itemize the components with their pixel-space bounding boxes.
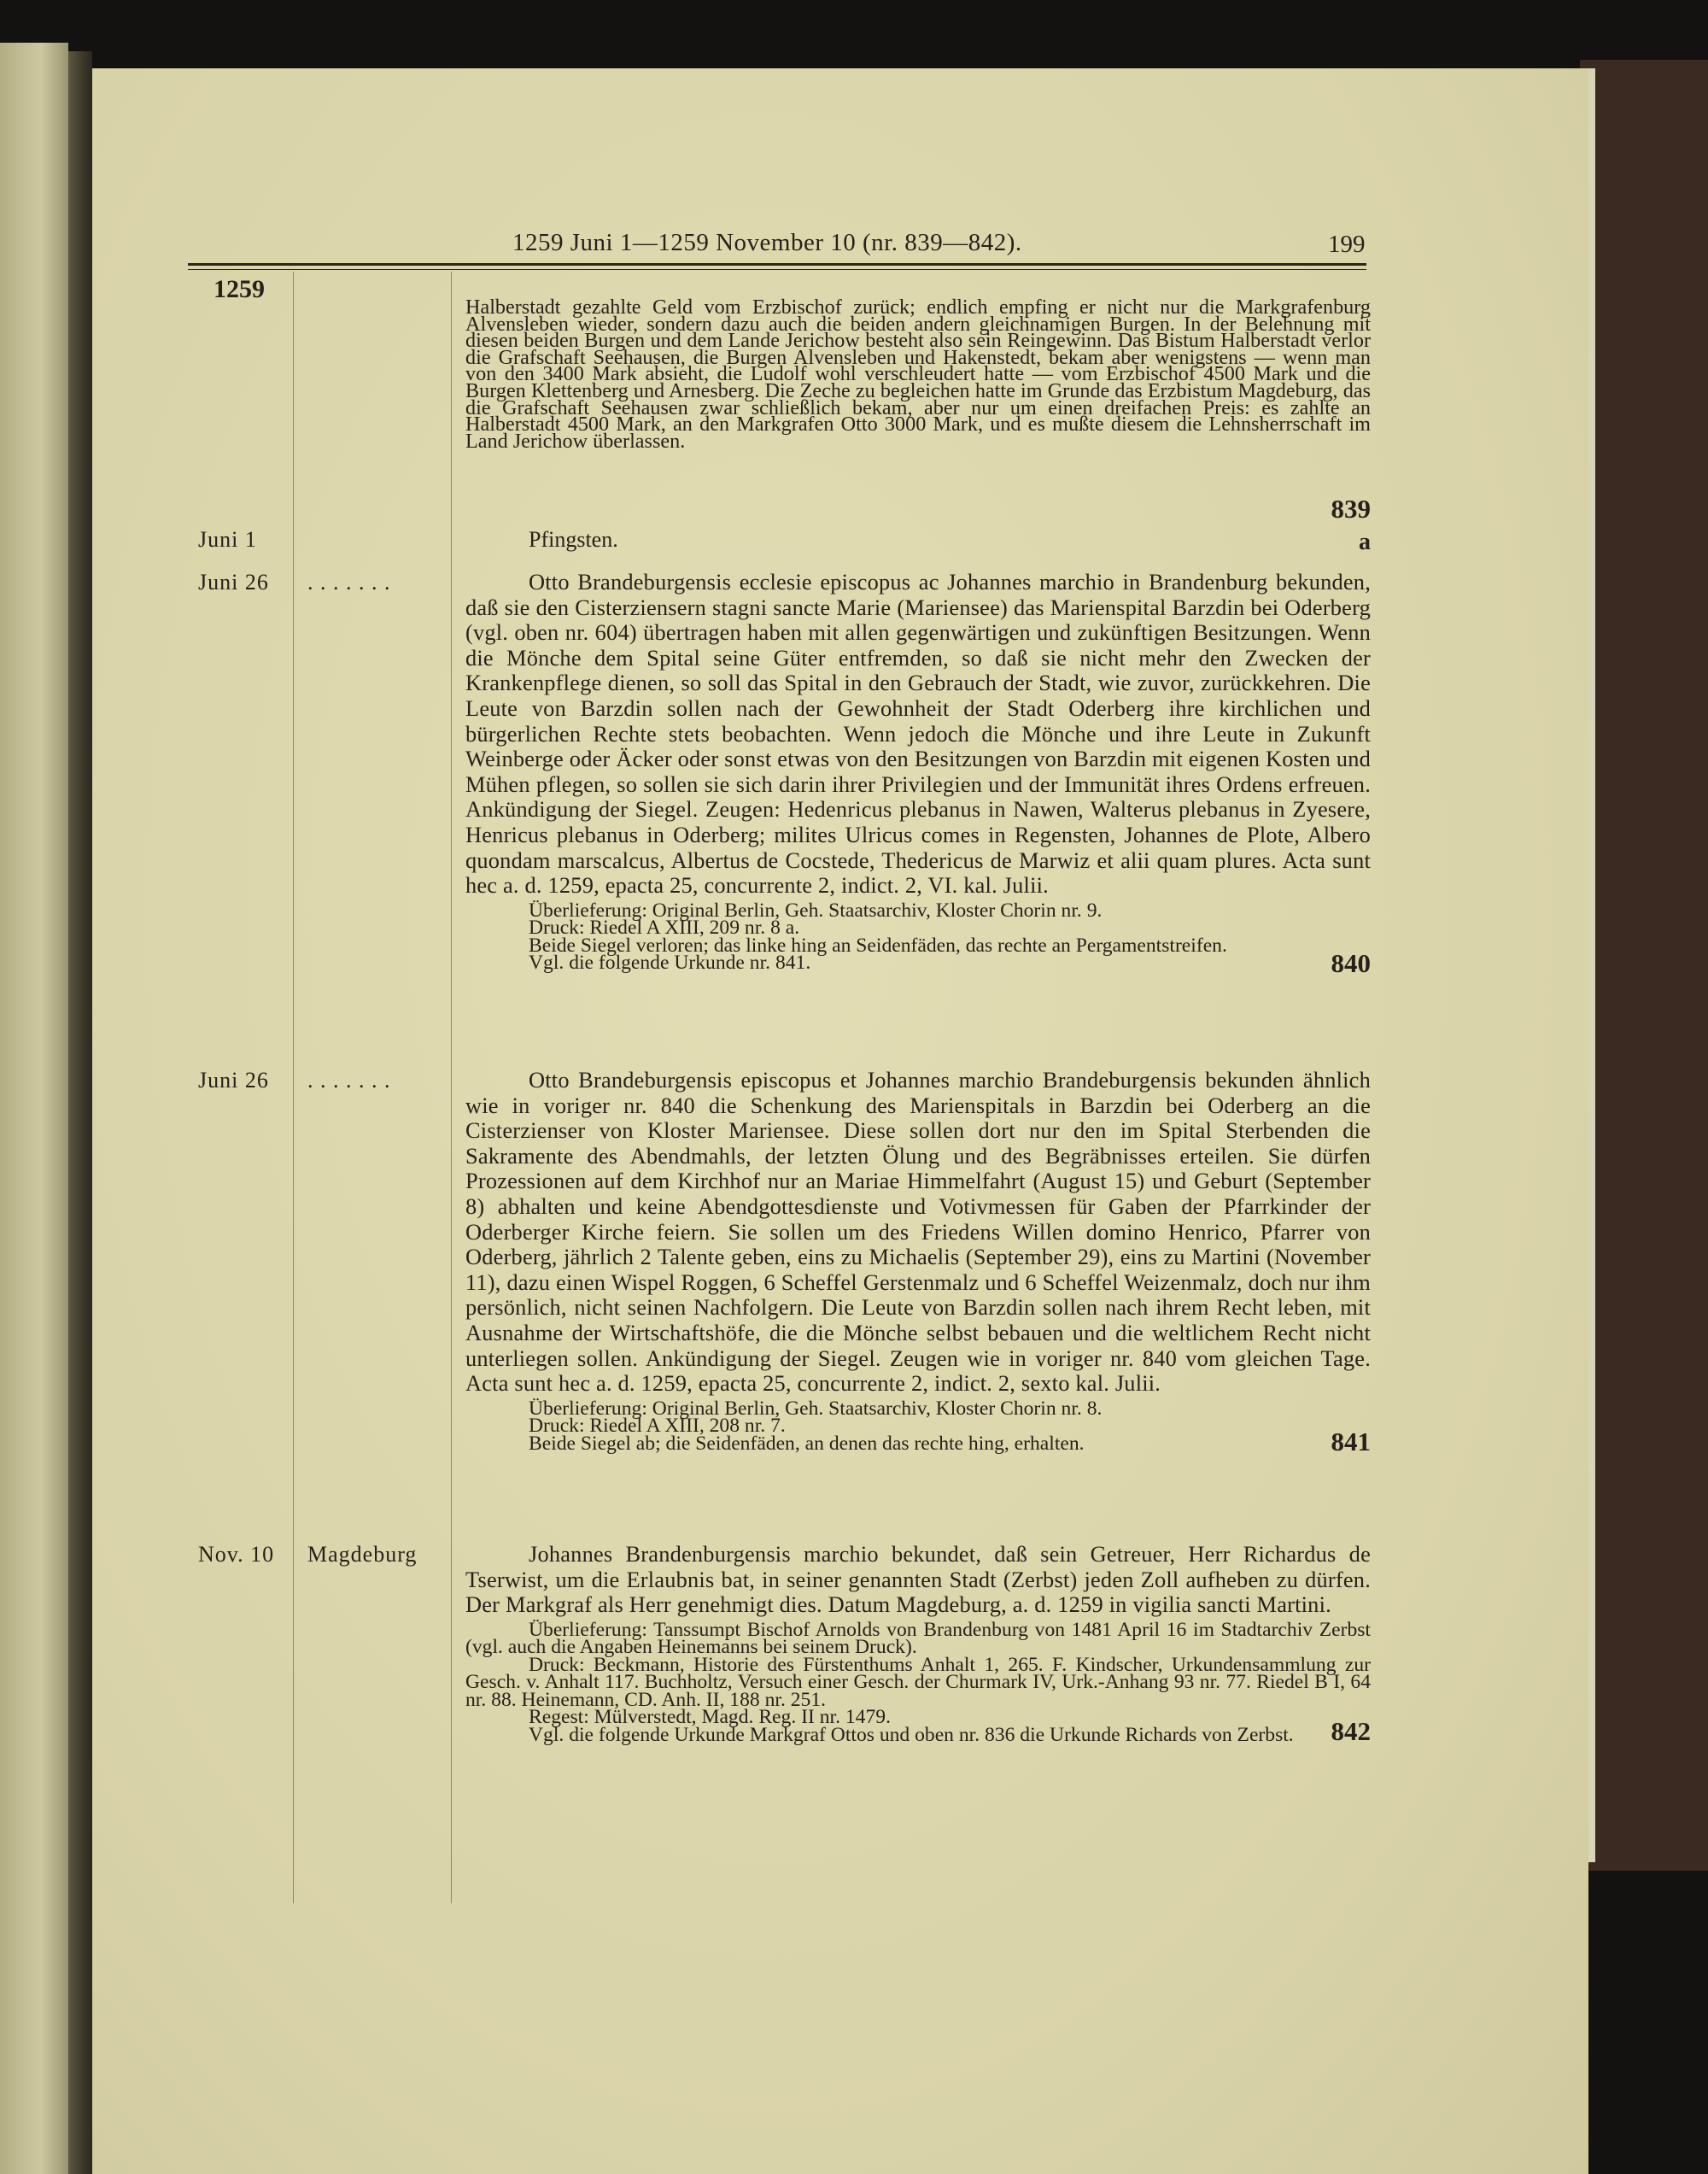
entry-841 <box>465 1067 1371 1457</box>
entry-841-text: Otto Brandeburgensis episcopus et Johannes marchio Brandeburgensis bekunden ähnlich wie in voriger nr. 840 die Schenkung des Marienspitals in Barzdin bei Oderberg an die Cisterzienser von Kloster Mariensee. Diese sollen dort nur den im Spital Sterbenden die Sakramente des Abendmahls, der letzten Ölung und des Begräbnisses erteilen. Sie dürfen Prozessionen auf dem Kirchhof nur an Mariae Himmelfahrt (August 15) und Geburt (September 8) abhalten und keine Abendgottesdienste und Votivmessen für Gaben der Pfarrkinder der Oderberger Kirche feiern. Sie sollen um des Friedens Willen domino Henrico, Pfarrer von Oderberg, jährlich 2 Talente geben, eins zu Michaelis (September 29), eins zu Martini (November 11), dazu einen Wispel Roggen, 6 Scheffel Gerstenmalz und 6 Scheffel Weizenmalz, doch nur ihm persönlich, nicht seinen Nachfolgern. Die Leute von Barzdin sollen nach ihrem Recht leben, mit Ausnahme der Wirtschaftshöfe, die die Mönche selbst bebauen und die weltlichem Recht nicht unterliegen sollen. Ankündigung der Siegel. Zeugen wie in voriger nr. 840 vom gleichen Tage. Acta sunt hec a. d. 1259, epacta 25, concurrente 2, indict. 2, sexto kal. Julii. <box>465 1067 1371 1397</box>
entry-839a-text: Pfingsten. <box>529 527 618 552</box>
entry-number-840: 840 <box>1331 947 1371 978</box>
entry-839-text: Halberstadt gezahlte Geld vom Erzbischof zurück; endlich empfing er nicht nur die Markgrafenburg Alvensleben wieder, sondern dazu auch die beiden andern gleichnamigen Burgen. In der Belehnung mit diesen beiden Burgen und dem Lande Jerichow besteht also sein Reingewinn. Das Bistum Halberstadt verlor die Grafschaft Seehausen, die Burgen Alvensleben und Hakenstedt, bekam aber wenigstens — wenn man von den 3400 Mark absieht, die Ludolf wohl verschleudert hatte — vom Erzbischof 4500 Mark und die Burgen Klettenberg und Arnesberg. Die Zeche zu begleichen hatte im Grunde das Erzbistum Magdeburg, das die Grafschaft Seehausen zwar schließlich bekam, aber nur um einen dreifachen Preis: es zahlte an Halberstadt 4500 Mark, an den Markgrafen Otto 3000 Mark, und es mußte diesem die Lehnsherrschaft im Land Jerichow überlassen. <box>465 296 1371 453</box>
note-print: Druck: Beckmann, Historie des Fürstenthums Anhalt 1, 265. F. Kindscher, Urkundensammlung zur Gesch. v. Anhalt 117. Buchholtz, Versuch einer Gesch. der Churmark IV, Urk.-Anhang 93 nr. 77. Riedel B I, 64 nr. 88. Heinemann, CD. Anh. II, 188 nr. 251. <box>465 1653 1371 1711</box>
date-label-840: Juni 26 <box>198 570 269 595</box>
entry-839 <box>465 296 1371 524</box>
entry-number-842: 842 <box>1331 1716 1371 1747</box>
note-tradition: Überlieferung: Original Berlin, Geh. Staatsarchiv, Kloster Chorin nr. 8. <box>529 1397 1103 1420</box>
column-divider-place <box>451 272 452 1903</box>
note-seal: Beide Siegel ab; die Seidenfäden, an denen das rechte hing, erhalten. <box>529 1432 1085 1455</box>
note-regest: Regest: Mülverstedt, Magd. Reg. II nr. 1479. <box>529 1706 891 1729</box>
date-label-842: Nov. 10 <box>198 1542 275 1567</box>
date-label-839a: Juni 1 <box>198 527 257 552</box>
entry-840-notes <box>465 899 1371 975</box>
entry-number-839: 839 <box>1331 494 1371 524</box>
running-title: 1259 Juni 1—1259 November 10 (nr. 839—842). <box>512 229 1022 256</box>
entry-number-841: 841 <box>1331 1427 1371 1457</box>
note-tradition: Überlieferung: Original Berlin, Geh. Staatsarchiv, Kloster Chorin nr. 9. <box>529 899 1103 922</box>
book-cover-edge <box>1580 60 1708 1871</box>
page-number: 199 <box>1328 231 1366 258</box>
previous-page-edge <box>0 43 68 2174</box>
header-rule <box>188 263 1366 266</box>
entry-842-text: Johannes Brandenburgensis marchio bekundet, daß sein Getreuer, Herr Richardus de Tserwist, um die Erlaubnis bat, in seiner genannten Stadt (Zerbst) jeden Zoll aufheben zu dürfen. Der Markgraf als Herr genehmigt dies. Datum Magdeburg, a. d. 1259 in vigilia sancti Martini. <box>465 1541 1371 1618</box>
entry-number-839a: a <box>1359 529 1371 555</box>
note-seal: Beide Siegel verloren; das linke hing an Seidenfäden, das rechte an Pergamentstreifen. <box>529 934 1227 957</box>
note-print: Druck: Riedel A XIII, 208 nr. 7. <box>529 1415 786 1438</box>
entry-842 <box>465 1541 1371 1747</box>
place-dots-840: . . . . . . . <box>307 570 391 595</box>
header-rule-thin <box>188 269 1366 270</box>
book-gutter <box>68 51 92 2174</box>
year-label: 1259 <box>214 275 265 303</box>
entry-841-notes <box>465 1397 1371 1455</box>
place-dots-841: . . . . . . . <box>307 1068 391 1093</box>
entry-839a <box>465 527 1371 553</box>
note-reference: Vgl. die folgende Urkunde Markgraf Ottos und oben nr. 836 die Urkunde Richards von Zerbst. <box>529 1723 1294 1746</box>
entry-840-text: Otto Brandeburgensis ecclesie episcopus ac Johannes marchio in Brandenburg bekunden, daß sie den Cisterziensern stagni sancte Marie (Mariensee) das Marienspital Barzdin bei Oderberg (vgl. oben nr. 604) übertragen haben mit allen gegenwärtigen und zukünftigen Besitzungen. Wenn die Mönche dem Spital seine Güter entfremden, so daß sie nicht mehr den Zwecken der Krankenpflege dienen, so soll das Spital in den Gebrauch der Stadt, wie zuvor, zurückkehren. Die Leute von Barzdin sollen nach der Gewohnheit der Stadt Oderberg ihre kirchlichen und bürgerlichen Rechte stets beobachten. Wenn jedoch die Mönche und ihre Leute in Zukunft Weinberge oder Äcker oder sonst etwas von den Besitzungen von Barzdin mit eigenen Kosten und Mühen pflegen, so sollen sie sich darin ihrer Privilegien und der Immunität ihres Ordens erfreuen. Ankündigung der Siegel. Zeugen: Hedenricus plebanus in Nawen, Walterus plebanus in Zyesere, Henricus plebanus in Oderberg; milites Ulricus comes in Regensten, Johannes de Plote, Albero quondam marscalcus, Albertus de Cocstede, Thedericus de Marwiz et alii quam plures. Acta sunt hec a. d. 1259, epacta 25, concurrente 2, indict. 2, VI. kal. Julii. <box>465 569 1371 899</box>
column-divider-date <box>293 272 294 1903</box>
date-label-841: Juni 26 <box>198 1068 269 1093</box>
note-reference: Vgl. die folgende Urkunde nr. 841. <box>529 952 811 975</box>
note-tradition: Überlieferung: Tanssumpt Bischof Arnolds von Brandenburg von 1481 April 16 im Stadtarchiv Zerbst (vgl. auch die Angaben Heinemanns bei seinem Druck). <box>465 1618 1371 1659</box>
entry-840 <box>465 569 1371 978</box>
entry-842-notes <box>465 1618 1371 1746</box>
place-label-842: Magdeburg <box>307 1542 418 1567</box>
note-print: Druck: Riedel A XIII, 209 nr. 8 a. <box>529 917 800 940</box>
